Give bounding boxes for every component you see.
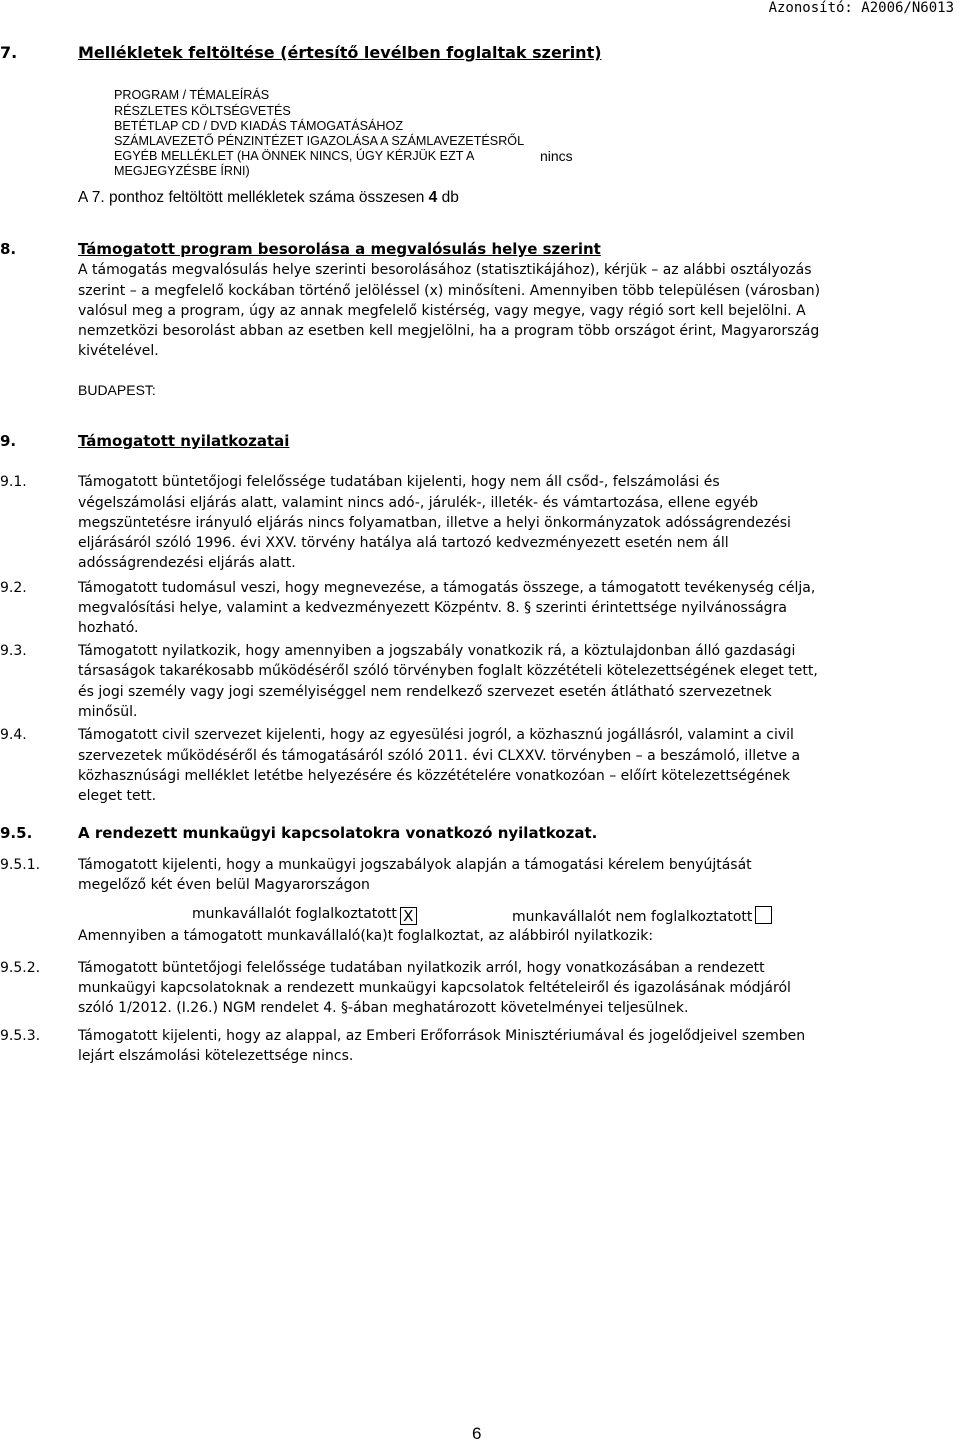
item-9-4-line: eleget tett. (78, 788, 157, 804)
section-8-text-line: A támogatás megvalósulás helye szerinti besorolásához (statisztikájához), kérjük – az alábbi osztályozás (78, 262, 812, 278)
attachment-item: RÉSZLETES KÖLTSÉGVETÉS (114, 104, 291, 118)
section-9-number: 9. (0, 432, 17, 450)
not-employs-checkbox[interactable] (755, 906, 772, 924)
section-8-text-line: valósul meg a program, úgy az annak megfelelő kistérség, vagy megye, vagy régió sort kell bejelölni. A (78, 303, 806, 319)
item-9-5-3-number: 9.5.3. (0, 1028, 41, 1044)
attachment-item: EGYÉB MELLÉKLET (HA ÖNNEK NINCS, ÚGY KÉRJÜK EZT A (114, 149, 475, 163)
item-9-2-number: 9.2. (0, 580, 27, 596)
item-9-1-line: végelszámolási eljárás alatt, valamint nincs adó-, járulék-, illeték- és vámtartozása, ellene egyéb (78, 495, 759, 511)
summary-count: 4 (428, 189, 438, 206)
item-9-5-2-line: szóló 1/2012. (I.26.) NGM rendelet 4. §-ában meghatározott követelményei teljesülnek. (78, 1000, 689, 1016)
attachment-count-summary (78, 189, 459, 207)
item-9-3-line: és jogi személy vagy jogi személyiséggel nem rendelkező szervezet esetén átlátható szervezetnek (78, 684, 772, 700)
item-9-4-line: szervezetek működéséről és támogatásáról szóló 2011. évi CLXXV. törvényben – a beszámoló, illetve a (78, 748, 801, 764)
employs-checkbox[interactable]: X (400, 907, 417, 925)
summary-text: A 7. ponthoz feltöltött mellékletek száma összesen (78, 189, 429, 206)
item-9-3-number: 9.3. (0, 643, 27, 659)
item-9-3-line: társaságok takarékosabb működéséről szóló törvényben foglalt közzétételi kötelezettségének eleget tett, (78, 663, 818, 679)
section-8-number: 8. (0, 240, 17, 258)
section-8-text-line: szerint – a megfelelő kockában történő jelöléssel (x) minősíteni. Amennyiben több településen (városban) (78, 283, 821, 299)
item-9-2-line: hozható. (78, 620, 139, 636)
item-9-2-line: Támogatott tudomásul veszi, hogy megnevezése, a támogatás összege, a támogatott tevékenység célja, (78, 580, 816, 596)
section-8-heading (0, 240, 601, 258)
section-9-5-title: A rendezett munkaügyi kapcsolatokra vonatkozó nyilatkozat. (78, 824, 598, 842)
section-7-title: Mellékletek feltöltése (értesítő levélben foglaltak szerint) (78, 43, 602, 62)
item-9-1-line: Támogatott büntetőjogi felelőssége tudatában kijelenti, hogy nem áll csőd-, felszámolási és (78, 474, 720, 490)
item-9-2-line: megvalósítási helye, valamint a kedvezményezett Közpéntv. 8. § szerinti érintettsége nyilvánosságra (78, 600, 787, 616)
item-9-4-line: Támogatott civil szervezet kijelenti, hogy az egyesülési jogról, a közhasznú jogállásról, valamint a civil (78, 727, 794, 743)
attachment-item: SZÁMLAVEZETŐ PÉNZINTÉZET IGAZOLÁSA A SZÁMLAVEZETÉSRŐL (114, 134, 525, 148)
employs-followup-text: Amennyiben a támogatott munkavállaló(ka)t foglalkoztat, az alábbiról nyilatkozik: (78, 928, 654, 944)
item-9-5-1-line: megelőző két éven belül Magyarországon (78, 877, 370, 893)
not-employs-option (512, 906, 772, 925)
item-9-5-3-line: Támogatott kijelenti, hogy az alappal, az Emberi Erőforrások Minisztériumával és jogelődjeivel szemben (78, 1028, 806, 1044)
item-9-4-line: közhasznúsági melléklet letétbe helyezésére és közzétételére vonatkozóan – előírt kötelezettségének (78, 768, 791, 784)
item-9-1-line: adósságrendezési eljárás alatt. (78, 555, 296, 571)
item-9-3-line: Támogatott nyilatkozik, hogy amennyiben a jogszabály vonatkozik rá, a köztulajdonban álló gazdasági (78, 643, 796, 659)
summary-unit: db (437, 189, 459, 206)
section-9-5-number: 9.5. (0, 824, 33, 842)
item-9-5-2-line: Támogatott büntetőjogi felelőssége tudatában nyilatkozik arról, hogy vonatkozásában a rendezett (78, 960, 765, 976)
item-9-4-number: 9.4. (0, 727, 27, 743)
document-identifier: Azonosító: A2006/N6013 (768, 0, 954, 16)
section-8-title: Támogatott program besorolása a megvalósulás helye szerint (78, 240, 601, 258)
employs-label: munkavállalót foglalkoztatott (192, 906, 397, 922)
section-9-title: Támogatott nyilatkozatai (78, 432, 290, 450)
section-9-5-heading (0, 824, 597, 842)
item-9-1-line: eljárásáról szóló 1996. évi XXV. törvény hatálya alá tartozó kedvezményezett esetén nem áll (78, 535, 729, 551)
attachment-item: MEGJEGYZÉSBE ÍRNI) (114, 164, 250, 178)
section-7-heading (0, 43, 602, 62)
attachment-item: BETÉTLAP CD / DVD KIADÁS TÁMOGATÁSÁHOZ (114, 119, 404, 133)
item-9-3-line: minősül. (78, 704, 138, 720)
section-8-text-line: kivételével. (78, 343, 159, 359)
employs-option (192, 906, 417, 925)
budapest-label: BUDAPEST: (78, 382, 156, 398)
item-9-1-line: megszüntetésre irányuló eljárás nincs folyamatban, illetve a helyi önkormányzatok adósságrendezési (78, 515, 791, 531)
item-9-1-number: 9.1. (0, 474, 27, 490)
item-9-5-1-line: Támogatott kijelenti, hogy a munkaügyi jogszabályok alapján a támogatási kérelem benyújtását (78, 857, 752, 873)
item-9-5-2-number: 9.5.2. (0, 960, 41, 976)
item-9-5-1-number: 9.5.1. (0, 857, 41, 873)
section-9-heading (0, 432, 289, 450)
page-number: 6 (472, 1424, 482, 1443)
other-attachment-value: nincs (540, 148, 573, 164)
section-7-number: 7. (0, 43, 18, 62)
section-8-text-line: nemzetközi besorolást abban az esetben kell megjelölni, ha a program több országot érint, Magyarország (78, 323, 820, 339)
not-employs-label: munkavállalót nem foglalkoztatott (512, 909, 753, 925)
attachment-item: PROGRAM / TÉMALEÍRÁS (114, 88, 270, 102)
item-9-5-3-line: lejárt elszámolási kötelezettsége nincs. (78, 1048, 354, 1064)
item-9-5-2-line: munkaügyi kapcsolatoknak a rendezett munkaügyi kapcsolatok feltételeiről és igazolásának módjáról (78, 980, 791, 996)
